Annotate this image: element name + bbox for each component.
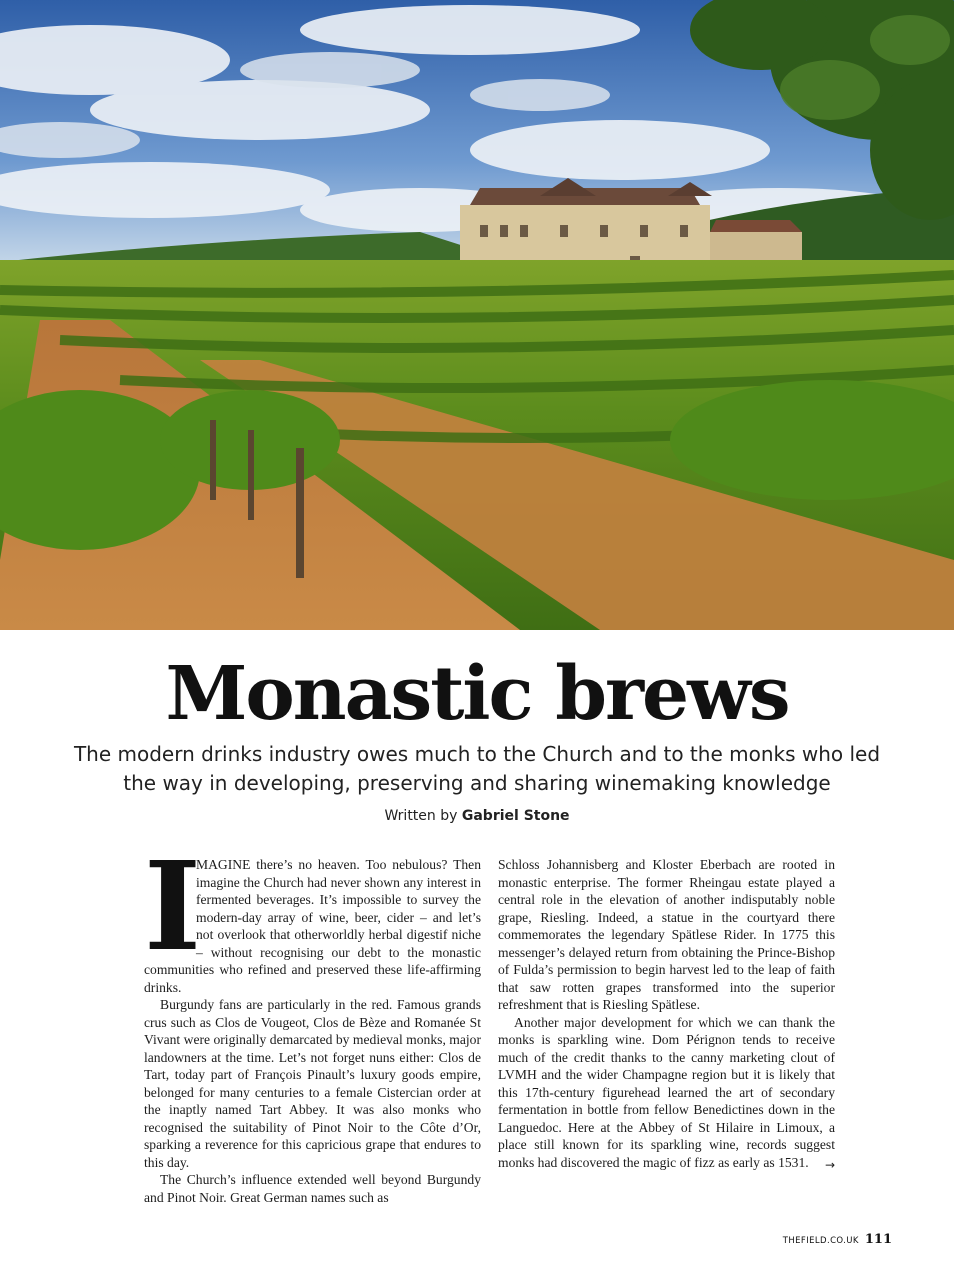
hero-photo-vineyard-chateau (0, 0, 954, 630)
body-paragraph: Burgundy fans are particularly in the red. Famous grands crus such as Clos de Vougeot, Clos de Bèze and Romanée St Vivant were originally demarcated by medieval monks, major landowners at the time. Let’s not forget nuns either: Clos de Tart, today part of François Pinault’s luxury goods empire, belonged for many centuries to a female Cistercian order at the inaptly named Tart Abbey. It was also monks who recognised the suitability of Pinot Noir to the Côte d’Or, sparking a reverence for this capricious grape that endures to this day. (144, 997, 481, 1170)
body-column-left (144, 834, 481, 1206)
byline-author: Gabriel Stone (461, 808, 570, 824)
article-standfirst: The modern drinks industry owes much to the Church and to the monks who led the way in developing, preserving and sharing winemaking knowledge (73, 742, 881, 795)
footer-site-url: THEFIELD.CO.UK (782, 1236, 859, 1246)
body-column-right (498, 856, 835, 1171)
byline-prefix: Written by (384, 808, 458, 824)
body-paragraph-text: MAGINE there’s no heaven. Too nebulous? Then imagine the Church had never shown any interest in fermented beverages. It’s impossible to survey the modern-day array of wine, beer, cider – and let’s not overlook that otherworldly herbal digestif niche – without recognising our debt to the monastic communities who refined and preserved these life-affirming drinks. (144, 857, 481, 995)
article-title: Monastic brews (165, 651, 789, 737)
body-paragraph: Schloss Johannisberg and Kloster Eberbach are rooted in monastic enterprise. The former Rheingau estate played a central role in the elevation of another indisputably noble grape, Riesling. Indeed, a statue in the courtyard there commemorates the legendary Spätlese Rider. In 1775 this messenger’s delayed return from obtaining the Prince-Bishop of Fulda’s permission to begin harvest led to the leap of faith that saw rotten grapes transformed into the superior refreshment that is Riesling Spätlese. (498, 857, 835, 1012)
drop-cap: I (144, 834, 202, 978)
body-paragraph: Another major development for which we can thank the monks is sparkling wine. Dom Pérignon tends to receive much of the credit thanks to the canny marketing clout of LVMH and the wider Champagne region but it is likely that this 17th-century figurehead learned the art of secondary fermentation in bottle from fellow Benedictines down in the Languedoc. Here at the Abbey of St Hilaire in Limoux, a place still known for its sparkling wine, records suggest monks had discovered the magic of fizz as early as 1531. (498, 1014, 835, 1170)
byline (0, 808, 954, 824)
continue-arrow-icon: → (824, 1158, 835, 1172)
body-paragraph: The Church’s influence extended well beyond Burgundy and Pinot Noir. Great German names such as (144, 1172, 481, 1205)
page-footer (783, 1232, 892, 1247)
body-paragraph (144, 834, 481, 996)
page-number: 111 (864, 1232, 892, 1247)
